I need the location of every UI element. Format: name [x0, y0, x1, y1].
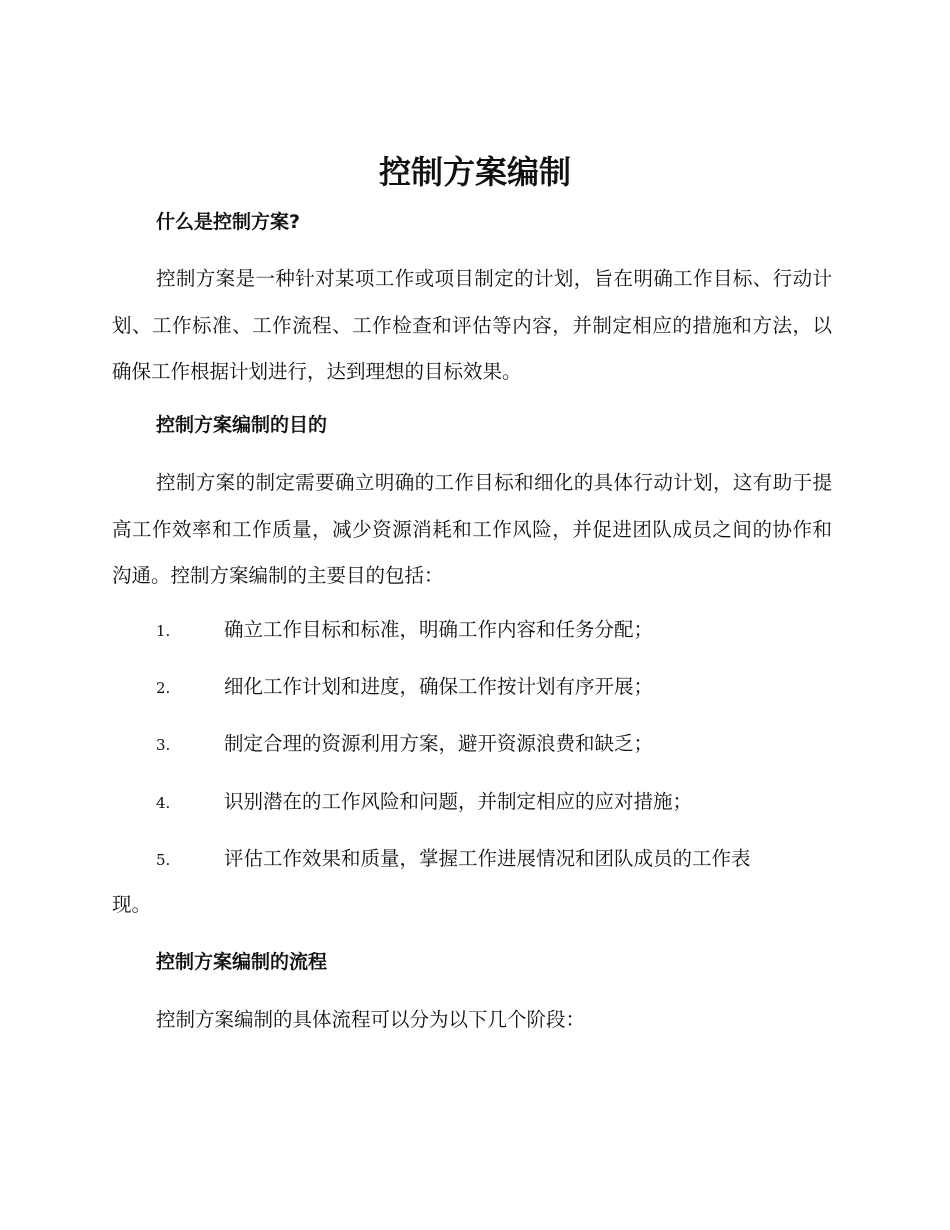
list-item-number: 5.	[156, 851, 171, 869]
list-item-text: 细化工作计划和进度，确保工作按计划有序开展；	[224, 675, 654, 698]
section-heading-purpose: 控制方案编制的目的	[156, 414, 328, 436]
section-heading-process: 控制方案编制的流程	[156, 951, 328, 973]
list-item-text: 评估工作效果和质量，掌握工作进展情况和团队成员的工作表	[224, 847, 751, 870]
list-item-text: 识别潜在的工作风险和问题，并制定相应的应对措施；	[224, 790, 693, 813]
list-item-text: 制定合理的资源利用方案，避开资源浪费和缺乏；	[224, 732, 654, 755]
document-title: 控制方案编制	[378, 153, 571, 191]
list-item-continuation: 现。	[112, 893, 152, 916]
section-heading-what-is: 什么是控制方案?	[156, 211, 301, 233]
section-paragraph-process: 控制方案编制的具体流程可以分为以下几个阶段：	[156, 1008, 586, 1031]
list-item-number: 3.	[156, 736, 171, 754]
list-item-number: 4.	[156, 794, 171, 812]
list-item-number: 1.	[156, 622, 171, 640]
list-item-text: 确立工作目标和标准，明确工作内容和任务分配；	[224, 618, 654, 641]
section-paragraph-what-is: 控制方案是一种针对某项工作或项目制定的计划，旨在明确工作目标、行动计划、工作标准、工作流程、工作检查和评估等内容，并制定相应的措施和方法，以确保工作根据计划进行，达到理想的目标效果。	[112, 267, 832, 383]
section-paragraph-purpose: 控制方案的制定需要确立明确的工作目标和细化的具体行动计划，这有助于提高工作效率和工作质量，减少资源消耗和工作风险，并促进团队成员之间的协作和沟通。控制方案编制的主要目的包括：	[112, 471, 832, 587]
list-item-number: 2.	[156, 679, 171, 697]
